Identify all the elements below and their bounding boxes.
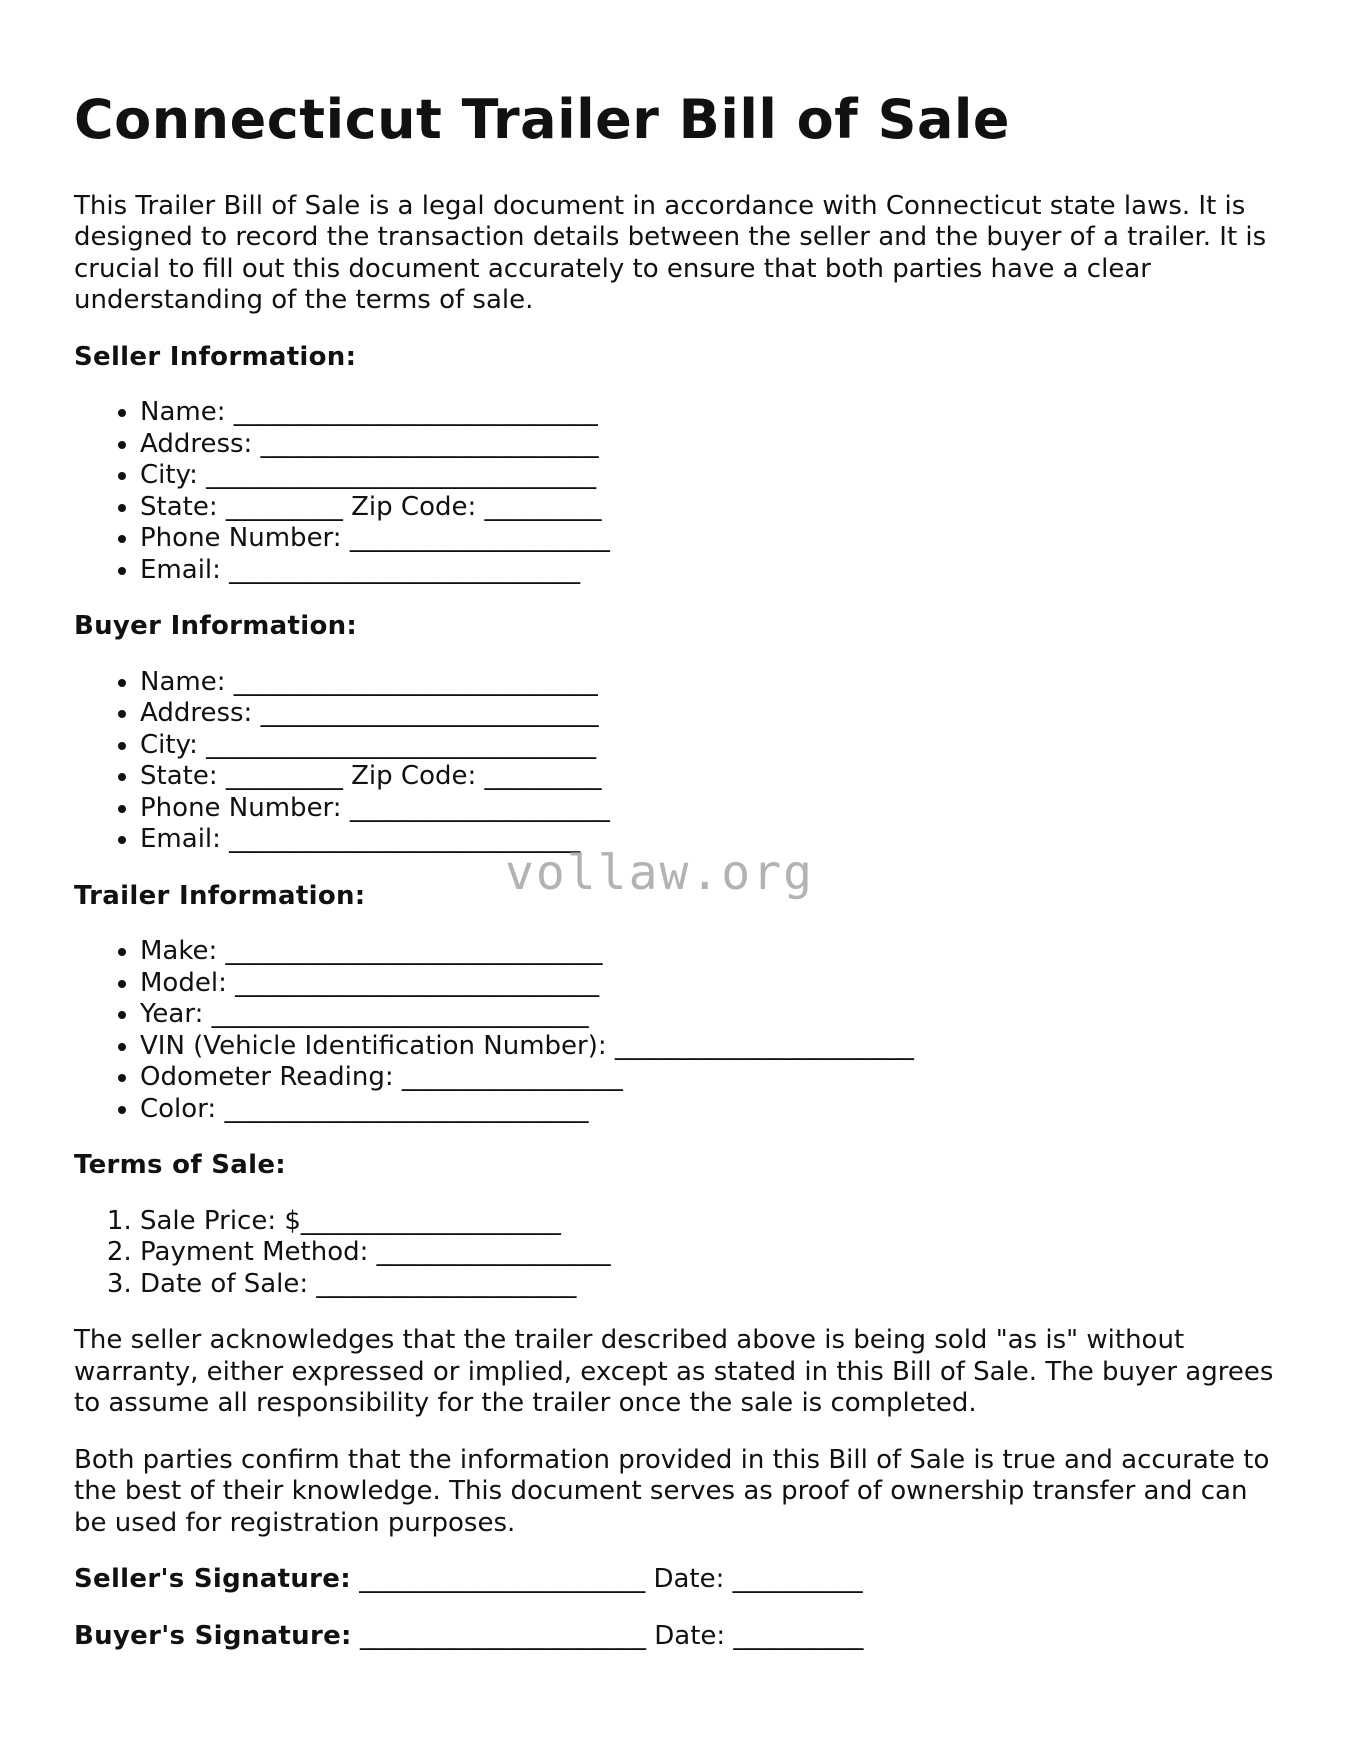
payment-method-field: 2. Payment Method: __________________ <box>140 1237 1274 1269</box>
watermark: vollaw.org <box>505 845 814 901</box>
seller-name-field: • Name: ____________________________ <box>140 397 1274 429</box>
seller-signature-line <box>74 1564 1274 1596</box>
intro-paragraph: This Trailer Bill of Sale is a legal document in accordance with Connecticut state laws. It is designed to record the transaction details between the seller and the buyer of a trailer. It is crucial to fill out this document accurately to ensure that both parties have a clear understanding of the terms of sale. <box>74 190 1267 316</box>
seller-phone-field: • Phone Number: ____________________ <box>140 523 1274 555</box>
trailer-year-field: • Year: _____________________________ <box>140 999 1274 1031</box>
trailer-fields-list <box>74 936 1274 1125</box>
terms-heading: Terms of Sale: <box>74 1150 286 1181</box>
buyer-state-zip-field: • State: _________ Zip Code: _________ <box>140 761 1274 793</box>
date-of-sale-field: 3. Date of Sale: ____________________ <box>140 1269 1274 1301</box>
sale-price-field: 1. Sale Price: $____________________ <box>140 1206 1274 1238</box>
buyer-fields-list <box>74 667 1274 856</box>
seller-fields-list <box>74 397 1274 586</box>
terms-list <box>74 1206 1274 1301</box>
seller-email-field: • Email: ___________________________ <box>140 555 1274 587</box>
buyer-heading: Buyer Information: <box>74 611 358 642</box>
trailer-vin-field: • VIN (Vehicle Identification Number): _______________________ <box>140 1031 1274 1063</box>
buyer-address-field: • Address: __________________________ <box>140 698 1274 730</box>
seller-signature-blank: ______________________ Date: __________ <box>350 1564 863 1595</box>
seller-state-zip-field: • State: _________ Zip Code: _________ <box>140 492 1274 524</box>
document-title: Connecticut Trailer Bill of Sale <box>74 88 1011 151</box>
seller-heading: Seller Information: <box>74 341 357 372</box>
as-is-paragraph: The seller acknowledges that the trailer described above is being sold "as is" without warranty, either expressed or implied, except as stated in this Bill of Sale. The buyer agrees to assume all responsibility for the trailer once the sale is completed. <box>74 1325 1274 1419</box>
trailer-odometer-field: • Odometer Reading: _________________ <box>140 1062 1274 1094</box>
buyer-email-field: • Email: ___________________________ <box>140 824 1274 856</box>
seller-city-field: • City: ______________________________ <box>140 460 1274 492</box>
buyer-signature-blank: ______________________ Date: __________ <box>351 1620 864 1651</box>
buyer-signature-label: Buyer's Signature: <box>74 1620 352 1651</box>
buyer-city-field: • City: ______________________________ <box>140 730 1274 762</box>
buyer-phone-field: • Phone Number: ____________________ <box>140 793 1274 825</box>
buyer-name-field: • Name: ____________________________ <box>140 667 1274 699</box>
document-page <box>74 88 1274 1677</box>
trailer-heading: Trailer Information: <box>74 880 366 911</box>
trailer-color-field: • Color: ____________________________ <box>140 1094 1274 1126</box>
seller-address-field: • Address: __________________________ <box>140 429 1274 461</box>
trailer-model-field: • Model: ____________________________ <box>140 968 1274 1000</box>
buyer-signature-line <box>74 1621 1274 1653</box>
trailer-make-field: • Make: _____________________________ <box>140 936 1274 968</box>
confirmation-paragraph: Both parties confirm that the information provided in this Bill of Sale is true and accurate to the best of their knowledge. This document serves as proof of ownership transfer and can be used for registration purposes. <box>74 1444 1270 1538</box>
seller-signature-label: Seller's Signature: <box>74 1564 351 1595</box>
